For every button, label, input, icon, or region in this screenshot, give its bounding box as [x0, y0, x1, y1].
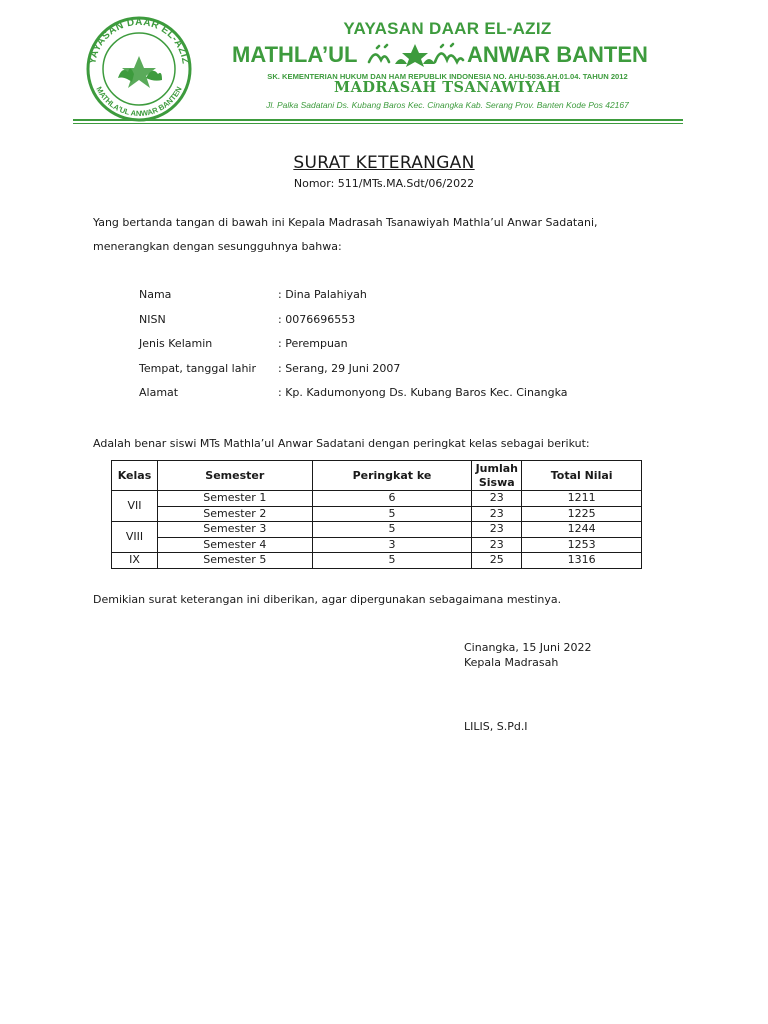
letter-title: SURAT KETERANGAN: [293, 153, 475, 173]
cell-peringkat: 5: [312, 553, 472, 569]
cell-peringkat: 3: [312, 537, 472, 553]
cell-jumlah: 23: [472, 522, 522, 538]
letter-number: Nomor: 511/MTs.MA.Sdt/06/2022: [293, 177, 475, 190]
identity-value: : Perempuan: [278, 337, 348, 351]
header-divider-thick: [73, 119, 683, 121]
cell-peringkat: 5: [312, 522, 472, 538]
cell-jumlah: 23: [472, 491, 522, 507]
header-semester: Semester: [157, 461, 312, 491]
header-jumlah-line: Jumlah: [475, 461, 518, 475]
table-row: [112, 537, 642, 553]
signature-role: Kepala Madrasah: [464, 656, 559, 669]
cell-kelas: VII: [112, 491, 158, 522]
header-peringkat: Peringkat ke: [312, 461, 472, 491]
cell-total: 1211: [522, 491, 642, 507]
table-row: [112, 522, 642, 538]
decree-line: SK. KEMENTERIAN HUKUM DAN HAM REPUBLIK INDONESIA NO. AHU-5036.AH.01.04. TAHUN 2012: [267, 72, 628, 81]
seal-ring-top-text: YAYASAN DAAR EL-AZIZ: [87, 16, 191, 66]
table-header-row: [112, 461, 642, 491]
cell-semester: Semester 4: [157, 537, 312, 553]
identity-label: Tempat, tanggal lahir: [139, 361, 256, 375]
school-seal-logo: [78, 16, 200, 122]
cell-semester: Semester 3: [157, 522, 312, 538]
header-jumlah-siswa: [472, 461, 522, 491]
table-row: [112, 553, 642, 569]
cell-peringkat: 6: [312, 491, 472, 507]
cell-kelas: VIII: [112, 522, 158, 553]
calligraphy-emblem-icon: [365, 42, 465, 68]
header-total-nilai: Total Nilai: [522, 461, 642, 491]
cell-total: 1253: [522, 537, 642, 553]
opening-line: menerangkan dengan sesungguhnya bahwa:: [93, 240, 342, 253]
signature-place-date: Cinangka, 15 Juni 2022: [464, 641, 592, 654]
closing-paragraph: Demikian surat keterangan ini diberikan, agar dipergunakan sebagaimana mestinya.: [93, 593, 562, 606]
school-address: Jl. Palka Sadatani Ds. Kubang Baros Kec. Cinangka Kab. Serang Prov. Banten Kode Pos 42167: [266, 100, 629, 110]
class-ranking-table: [111, 460, 642, 569]
school-name-left: MATHLA’UL: [232, 42, 358, 67]
cell-peringkat: 5: [312, 506, 472, 522]
header-kelas: Kelas: [112, 461, 158, 491]
identity-value: : Kp. Kadumonyong Ds. Kubang Baros Kec. Cinangka: [278, 386, 568, 400]
cell-jumlah: 25: [472, 553, 522, 569]
opening-line: Yang bertanda tangan di bawah ini Kepala Madrasah Tsanawiyah Mathla’ul Anwar Sadatani,: [93, 216, 598, 229]
svg-text:MATHLA'UL ANWAR BANTEN: [94, 85, 183, 118]
foundation-name: YAYASAN DAAR EL-AZIZ: [343, 19, 552, 38]
header-divider-thin: [73, 123, 683, 124]
seal-ring-bottom-text: MATHLA'UL ANWAR BANTEN: [94, 85, 184, 119]
identity-label: Nama: [139, 288, 172, 301]
letterhead: [0, 0, 768, 130]
school-name-row: [210, 40, 685, 70]
cell-semester: Semester 5: [157, 553, 312, 569]
identity-value: : 0076696553: [278, 312, 356, 326]
identity-label: Alamat: [139, 386, 179, 400]
cell-semester: Semester 1: [157, 491, 312, 507]
identity-label: NISN: [139, 312, 166, 326]
table-row: [112, 506, 642, 522]
header-jumlah-line: Siswa: [478, 475, 515, 489]
cell-total: 1316: [522, 553, 642, 569]
statement-paragraph: Adalah benar siswi MTs Mathla’ul Anwar Sadatani dengan peringkat kelas sebagai berikut:: [93, 437, 590, 450]
identity-label: Jenis Kelamin: [139, 337, 213, 351]
cell-kelas: IX: [112, 553, 158, 569]
signature-name: LILIS, S.Pd.I: [464, 720, 528, 733]
cell-semester: Semester 2: [157, 506, 312, 522]
cell-total: 1225: [522, 506, 642, 522]
cell-jumlah: 23: [472, 537, 522, 553]
table-row: [112, 491, 642, 507]
identity-value: : Serang, 29 Juni 2007: [278, 361, 401, 375]
identity-value: : Dina Palahiyah: [278, 288, 367, 301]
school-name-right: ANWAR BANTEN: [467, 42, 648, 67]
opening-paragraph: [93, 211, 598, 259]
cell-jumlah: 23: [472, 506, 522, 522]
cell-total: 1244: [522, 522, 642, 538]
institution-name: MADRASAH TSANAWIYAH: [334, 79, 561, 96]
